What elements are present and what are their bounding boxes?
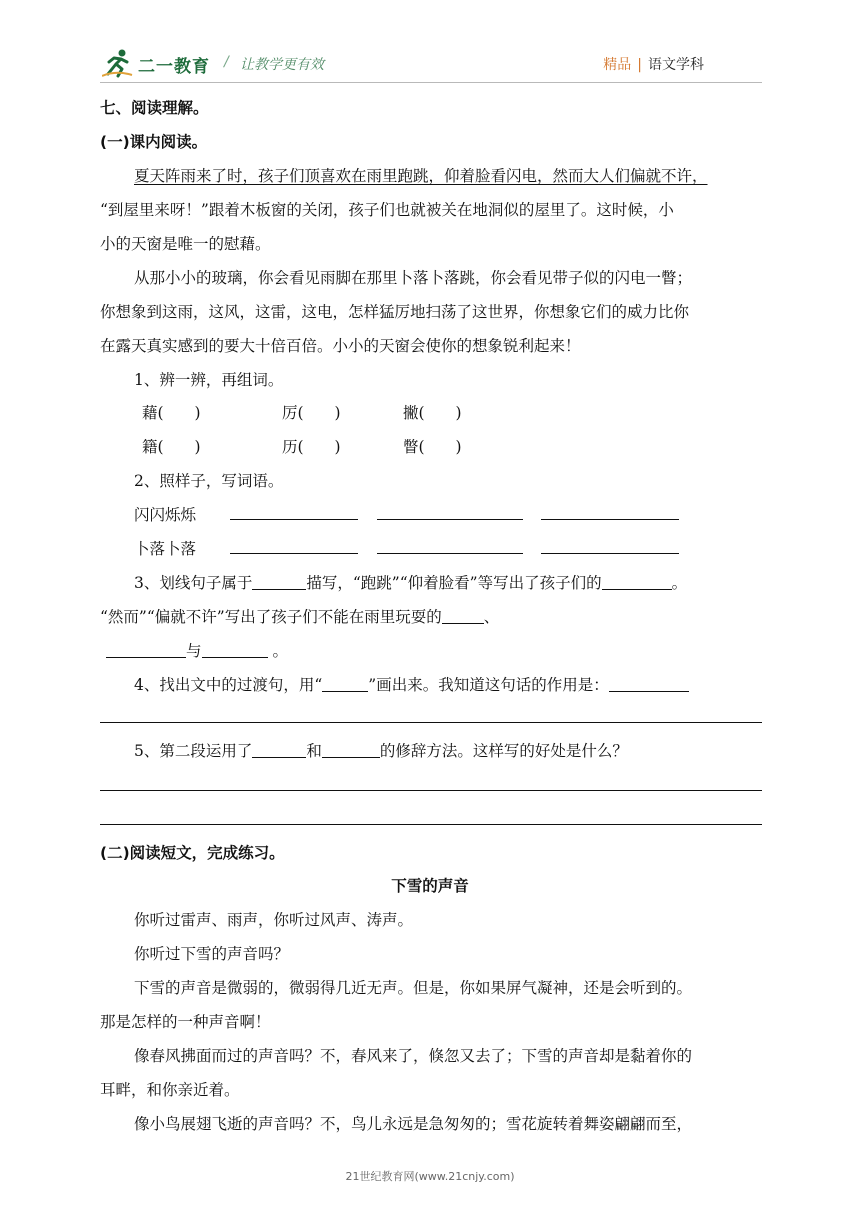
story-line: 耳畔，和你亲近着。 — [100, 1081, 240, 1099]
answer-blank[interactable] — [377, 537, 523, 554]
q5-text: 和 — [306, 742, 322, 760]
answer-line[interactable] — [100, 722, 762, 723]
q4-text: ”画出来。我知道这句话的作用是： — [368, 676, 609, 694]
question-1: 1、辨一辨，再组词。 — [134, 371, 284, 389]
header-separator: | — [637, 57, 642, 73]
logo-text: 二一教育 — [138, 57, 210, 77]
q1-item: 历( ) — [282, 438, 341, 456]
passage-line: 小的天窗是唯一的慰藉。 — [100, 235, 271, 253]
q2-example: 卜落卜落 — [134, 540, 197, 558]
passage-line: 从那小小的玻璃，你会看见雨脚在那里卜落卜落跳，你会看见带子似的闪电一瞥； — [134, 269, 693, 287]
story-line: 像小鸟展翅飞逝的声音吗？不，鸟儿永远是急匆匆的；雪花旋转着舞姿翩翩而至， — [134, 1115, 693, 1133]
q4-text: 4、找出文中的过渡句，用“ — [134, 676, 323, 694]
answer-blank[interactable] — [230, 537, 358, 554]
question-5 — [134, 741, 628, 761]
story-line: 你听过下雪的声音吗？ — [134, 945, 290, 963]
answer-blank[interactable] — [252, 741, 306, 758]
q3-text: 。 — [267, 642, 288, 660]
q5-text: 5、第二段运用了 — [134, 742, 253, 760]
page-header — [100, 44, 762, 84]
section-title: 七、阅读理解。 — [100, 99, 209, 117]
answer-blank[interactable] — [602, 573, 672, 590]
q3-text: 3、划线句子属于 — [134, 574, 253, 592]
answer-blank[interactable] — [609, 675, 689, 692]
page-footer: 21世纪教育网(www.21cnjy.com) — [345, 1170, 515, 1183]
q1-item: 厉( ) — [282, 404, 341, 422]
q3-text: “然而”“偏就不许”写出了孩子们不能在雨里玩耍的 — [100, 608, 442, 626]
passage-line: 你想象到这雨，这风，这雷，这电，怎样猛厉地扫荡了这世界，你想象它们的威力比你 — [100, 303, 690, 321]
story-line: 像春风拂面而过的声音吗？不，春风来了，倏忽又去了；下雪的声音却是黏着你的 — [134, 1047, 693, 1065]
story-title: 下雪的声音 — [391, 877, 469, 895]
subject-label: 语文学科 — [648, 57, 704, 73]
question-3 — [134, 573, 687, 593]
q3-text: 与 — [186, 642, 202, 660]
answer-blank[interactable] — [202, 641, 268, 658]
answer-blank[interactable] — [541, 537, 679, 554]
q3-text: 。 — [671, 574, 688, 592]
header-divider: / — [224, 54, 229, 70]
answer-blank[interactable] — [377, 503, 523, 520]
question-3-cont — [100, 607, 499, 627]
answer-blank[interactable] — [541, 503, 679, 520]
answer-blank[interactable] — [322, 675, 368, 692]
part2-title: (二)阅读短文，完成练习。 — [100, 844, 285, 862]
answer-blank[interactable] — [442, 607, 484, 624]
q3-text: 描写，“跑跳”“仰着脸看”等写出了孩子们的 — [306, 574, 602, 592]
passage-line: 在露天真实感到的要大十倍百倍。小小的天窗会使你的想象锐利起来！ — [100, 337, 581, 355]
q1-item: 藉( ) — [142, 404, 201, 422]
answer-blank[interactable] — [106, 641, 186, 658]
part1-title: (一)课内阅读。 — [100, 133, 208, 151]
answer-blank[interactable] — [230, 503, 358, 520]
answer-line[interactable] — [100, 790, 762, 791]
header-rule — [100, 82, 762, 83]
story-line: 下雪的声音是微弱的，微弱得几近无声。但是，你如果屏气凝神，还是会听到的。 — [134, 979, 693, 997]
story-line: 那是怎样的一种声音啊！ — [100, 1013, 271, 1031]
q5-text: 的修辞方法。这样写的好处是什么？ — [379, 742, 628, 760]
question-3-cont — [106, 641, 288, 661]
header-right — [603, 54, 704, 74]
running-figure-logo-icon — [102, 48, 134, 78]
q1-item: 瞥( ) — [403, 438, 462, 456]
answer-blank[interactable] — [252, 573, 306, 590]
q1-item: 撇( ) — [403, 404, 462, 422]
question-2: 2、照样子，写词语。 — [134, 472, 284, 490]
q3-text: 、 — [483, 608, 500, 626]
question-4 — [134, 675, 689, 695]
passage-underlined-line: 夏天阵雨来了时，孩子们顶喜欢在雨里跑跳，仰着脸看闪电，然而大人们偏就不许， — [134, 167, 708, 185]
q1-item: 籍( ) — [142, 438, 201, 456]
quality-badge: 精品 — [603, 57, 632, 73]
slogan: 让教学更有效 — [240, 57, 324, 73]
passage-line: “到屋里来呀！”跟着木板窗的关闭，孩子们也就被关在地洞似的屋里了。这时候，小 — [100, 201, 674, 219]
answer-line[interactable] — [100, 824, 762, 825]
story-line: 你听过雷声、雨声，你听过风声、涛声。 — [134, 911, 414, 929]
q2-example: 闪闪烁烁 — [134, 506, 197, 524]
answer-blank[interactable] — [322, 741, 380, 758]
